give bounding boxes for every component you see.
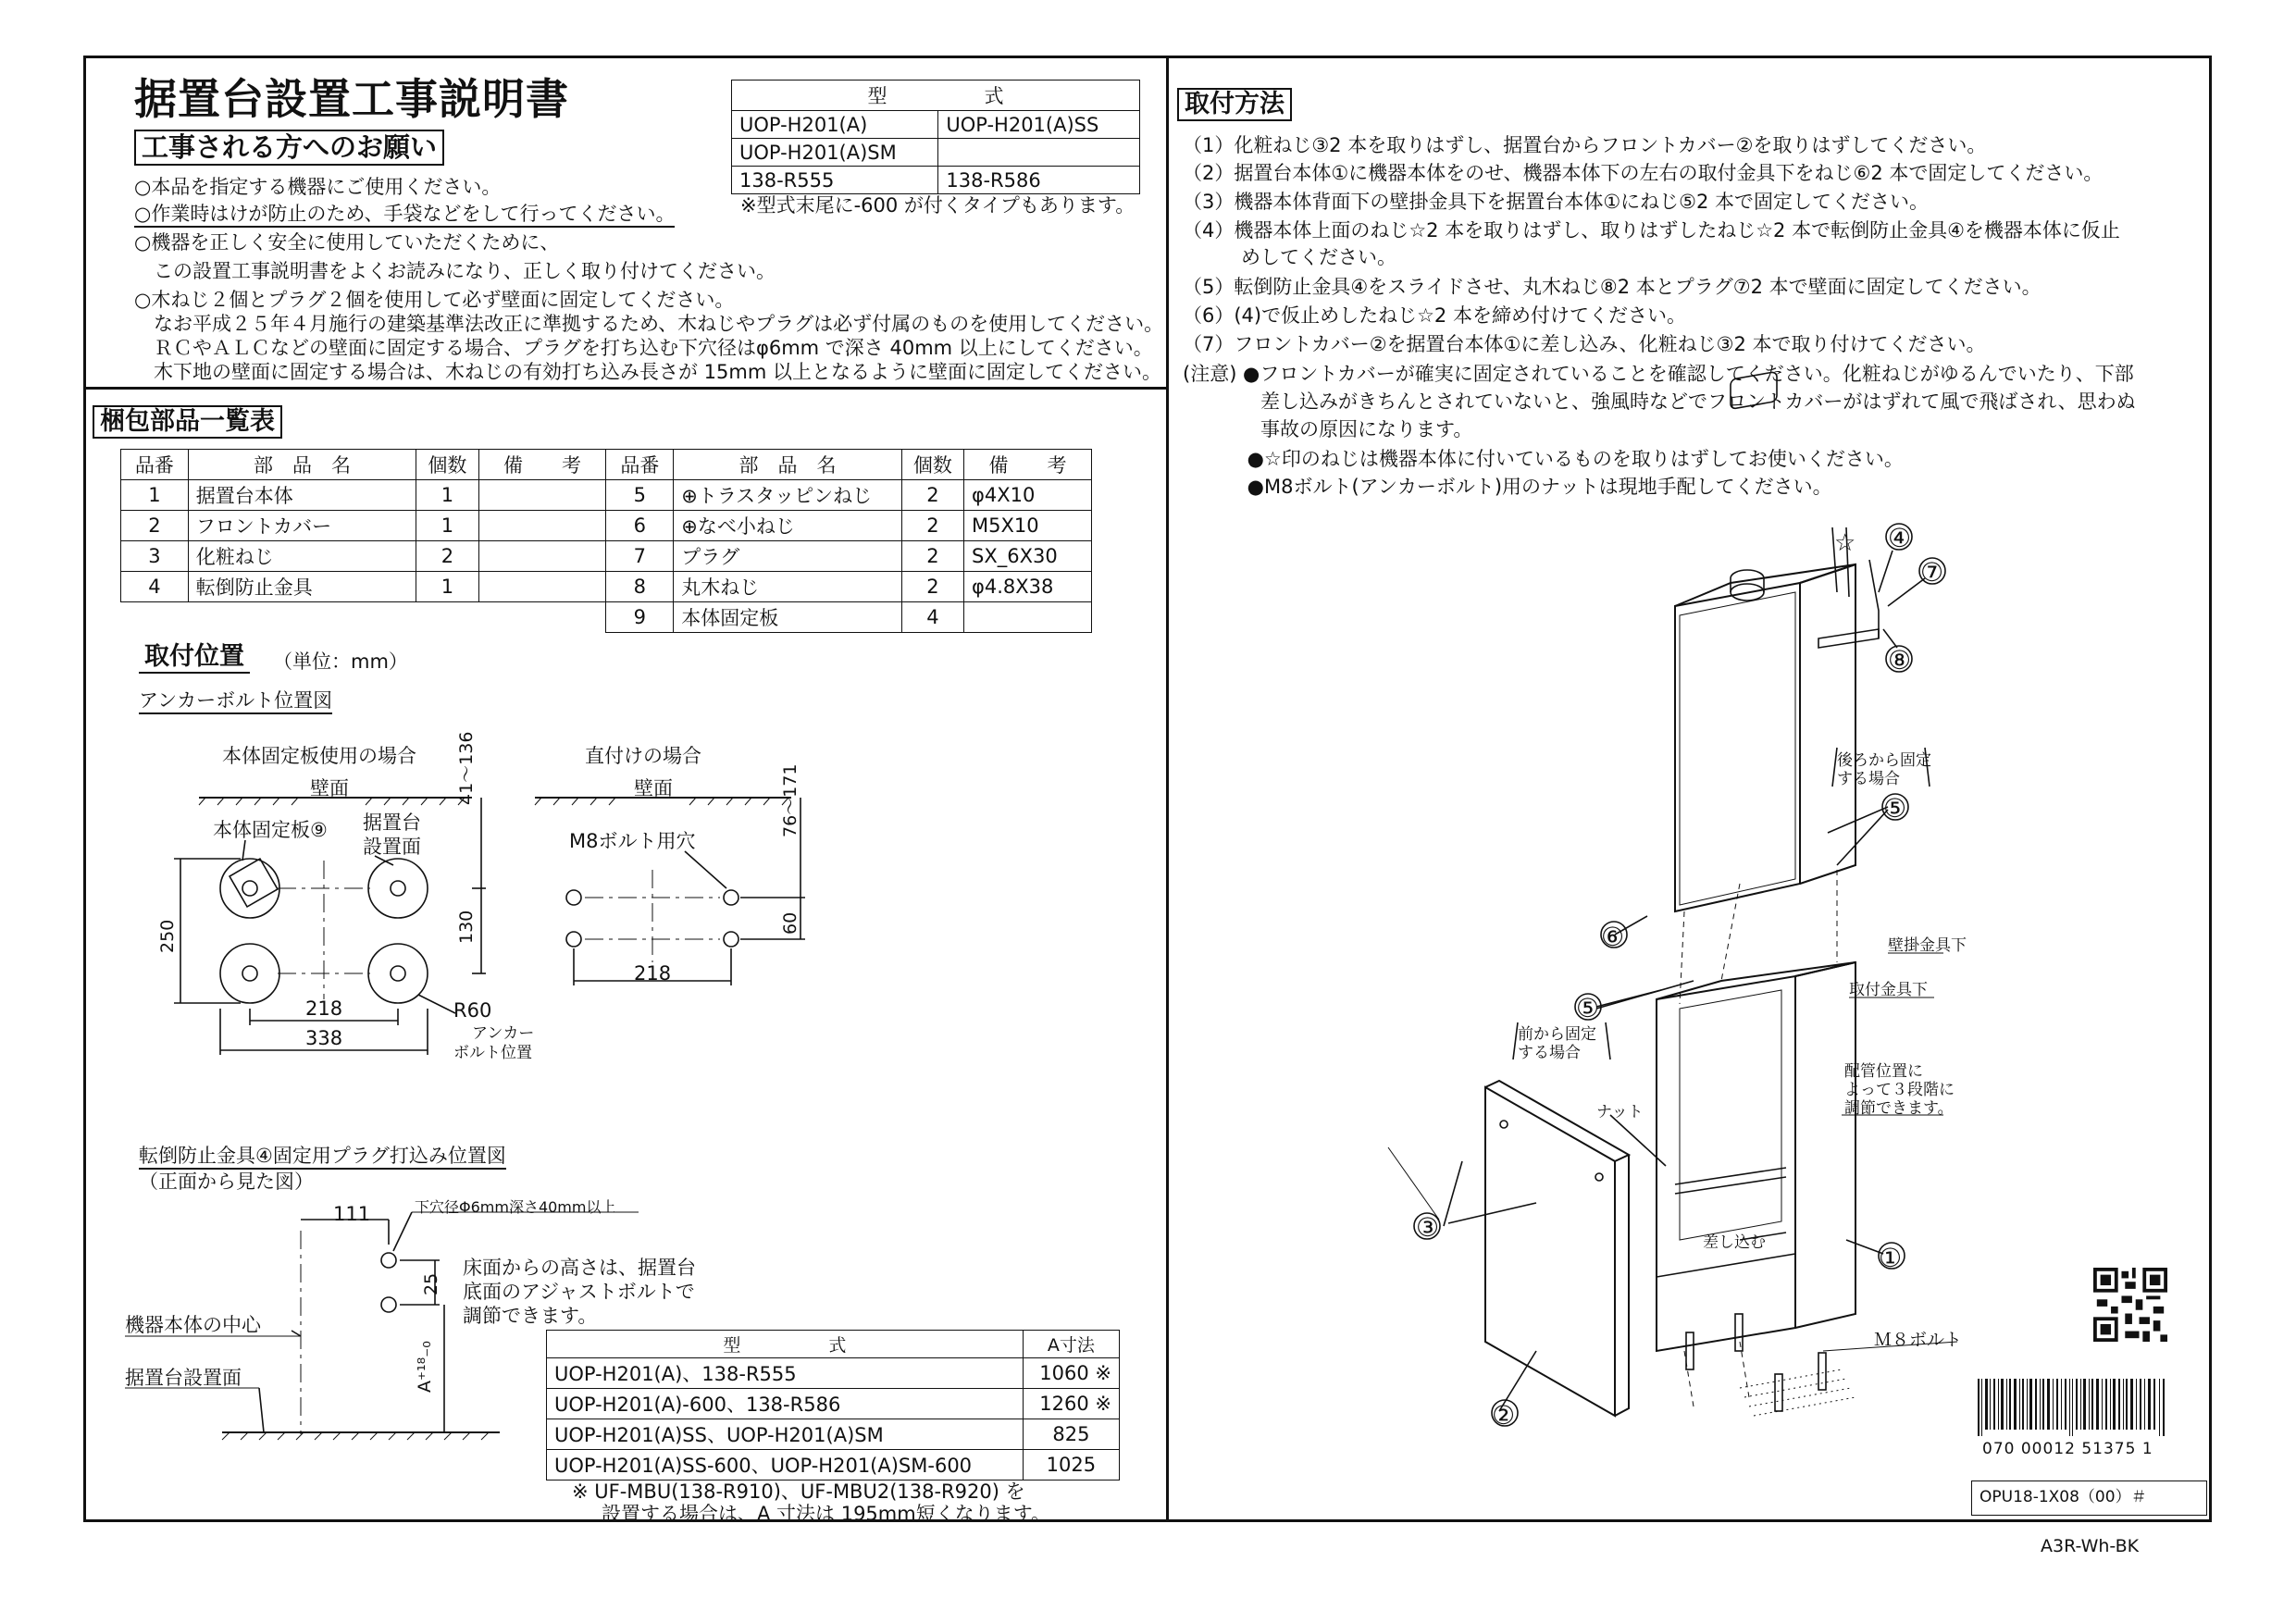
parts-header: 品番 — [121, 450, 189, 480]
install-step: （3）機器本体背面下の壁掛金具下を据置台本体①にねじ⑤2 本で固定してください。 — [1183, 191, 1930, 213]
part-qty: 2 — [901, 480, 963, 511]
part-note: φ4.8X38 — [964, 572, 1092, 602]
install-step: （6）(4)で仮止めしたねじ☆2 本を締め付けてください。 — [1183, 304, 1686, 327]
model-table-header: 型 式 — [732, 81, 1140, 111]
case1-title: 本体固定板使用の場合 — [222, 745, 416, 767]
part-name: ⊕なべ小ねじ — [674, 511, 902, 541]
part-name: 丸木ねじ — [674, 572, 902, 602]
part-name: ⊕トラスタッピンねじ — [674, 480, 902, 511]
install-note: 差し込みがきちんとされていないと、強風時などでフロントカバーがはずれて風で飛ばされ、思わぬ — [1183, 390, 2136, 413]
plate-label: 本体固定板⑨ — [213, 819, 328, 841]
a-table-header: 型 式 — [547, 1331, 1024, 1358]
case2-title: 直付けの場合 — [585, 745, 701, 767]
install-step: （7）フロントカバー②を据置台本体①に差し込み、化粧ねじ③2 本で取り付けてください。 — [1183, 333, 1986, 355]
a-table-value: 1060 ※ — [1023, 1358, 1119, 1389]
part-name: 化粧ねじ — [188, 541, 416, 572]
part-note: SX_6X30 — [964, 541, 1092, 572]
insert-label: 差し込む — [1703, 1233, 1766, 1252]
front-fix-label: 前から固定 — [1518, 1025, 1596, 1044]
base-surface-label: 据置台 — [363, 812, 421, 834]
dim-label: 76～171 — [780, 763, 800, 837]
parts-header: 個数 — [901, 450, 963, 480]
center-label: 機器本体の中心 — [125, 1314, 261, 1336]
star-label: ☆ — [1834, 529, 1856, 557]
part-name: 据置台本体 — [188, 480, 416, 511]
a-table-value: 1260 ※ — [1023, 1389, 1119, 1419]
barcode-number: 070 00012 51375 1 — [1982, 1440, 2153, 1458]
part-callout: ⑤ — [1883, 793, 1907, 824]
nut-label: ナット — [1596, 1103, 1644, 1121]
part-qty: 1 — [416, 480, 478, 511]
parts-heading: 梱包部品一覧表 — [93, 405, 282, 439]
part-no: 9 — [606, 602, 674, 633]
part-name: 転倒防止金具 — [188, 572, 416, 602]
part-no: 6 — [606, 511, 674, 541]
install-step: （4）機器本体上面のねじ☆2 本を取りはずし、取りはずしたねじ☆2 本で転倒防止金具④を機器本体に仮止 — [1183, 219, 2120, 242]
dim-label: 218 — [305, 997, 343, 1020]
m8-bolt-label: Ｍ８ボルト — [1874, 1330, 1963, 1350]
a-table-model: UOP-H201(A)SS-600、UOP-H201(A)SM-600 — [547, 1450, 1024, 1481]
request-line: ○作業時はけが防止のため、手袋などをして行ってください。 — [134, 203, 675, 228]
a-table-note: ※ UF-MBU(138-R910)、UF-MBU2(138-R920) を — [572, 1481, 1025, 1503]
model-cell: 138-R555 — [732, 167, 938, 194]
dim-label: 338 — [305, 1027, 343, 1049]
request-line: この設置工事説明書をよくお読みになり、正しく取り付けてください。 — [134, 260, 776, 282]
anchor-pos-label: アンカー — [472, 1024, 535, 1043]
model-cell: UOP-H201(A)SM — [732, 139, 938, 167]
part-qty: 2 — [416, 541, 478, 572]
request-line: ○機器を正しく安全に使用していただくために、 — [134, 231, 560, 254]
pipe-note: よって３段階に — [1844, 1081, 1955, 1099]
part-callout: ③ — [1416, 1212, 1440, 1243]
a-table-value: 1025 — [1023, 1450, 1119, 1481]
parts-header: 部 品 名 — [188, 450, 416, 480]
part-callout: ⑦ — [1920, 557, 1944, 588]
part-callout: ④ — [1888, 523, 1912, 553]
anchor-pos-label: ボルト位置 — [453, 1044, 532, 1062]
page-title: 据置台設置工事説明書 — [134, 74, 569, 124]
dim-label: 111 — [333, 1203, 371, 1225]
part-qty: 1 — [416, 511, 478, 541]
doc-code: OPU18-1X08（00）＃ — [1971, 1481, 2207, 1516]
a-table-value: 825 — [1023, 1419, 1119, 1450]
model-cell: 138-R586 — [938, 167, 1140, 194]
part-callout: ⑥ — [1601, 922, 1625, 952]
part-no: 8 — [606, 572, 674, 602]
height-note: 床面からの高さは、据置台 — [463, 1257, 696, 1279]
install-step: めしてください。 — [1183, 246, 1396, 268]
dim-label: 41～136 — [456, 731, 477, 805]
request-line: ○本品を指定する機器にご使用ください。 — [134, 176, 502, 198]
a-table-note: 設置する場合は、A 寸法は 195mm短くなります。 — [602, 1503, 1051, 1525]
part-callout: ② — [1492, 1400, 1516, 1431]
base-surface-label: 設置面 — [363, 836, 421, 858]
height-note: 調節できます。 — [463, 1305, 598, 1327]
part-qty: 2 — [901, 511, 963, 541]
install-step: （1）化粧ねじ③2 本を取りはずし、据置台からフロントカバー②を取りはずしてください。 — [1183, 134, 1987, 156]
request-line: なお平成２５年４月施行の建築基準法改正に準拠するため、木ねじやプラグは必ず付属のものを使用してください。 — [134, 313, 1164, 335]
part-callout: ⑤ — [1576, 993, 1600, 1023]
anchor-diagram-case2 — [535, 798, 805, 985]
part-note: φ4X10 — [964, 480, 1092, 511]
back-fix-label: 後ろから固定 — [1837, 751, 1931, 770]
base-label: 据置台設置面 — [125, 1367, 242, 1389]
unit-label: （単位：mm） — [273, 650, 408, 673]
a-table-header: A寸法 — [1023, 1331, 1119, 1358]
parts-header: 備 考 — [964, 450, 1092, 480]
part-name: フロントカバー — [188, 511, 416, 541]
a-dim-label: A⁺¹⁸₋₀ — [415, 1341, 435, 1393]
part-name: 本体固定板 — [674, 602, 902, 633]
back-fix-label: する場合 — [1837, 770, 1900, 788]
part-qty: 1 — [416, 572, 478, 602]
model-cell: UOP-H201(A)SS — [938, 111, 1140, 139]
plug-hole-label: 下穴径Φ6mm深さ40mm以上 — [415, 1198, 616, 1216]
install-step: （2）据置台本体①に機器本体をのせ、機器本体下の左右の取付金具下をねじ⑥2 本で固定してください。 — [1183, 162, 2104, 184]
pipe-note: 調節できます。 — [1844, 1099, 1954, 1118]
color-code: A3R-Wh-BK — [2041, 1536, 2140, 1556]
part-qty: 2 — [901, 541, 963, 572]
a-table-model: UOP-H201(A)-600、138-R586 — [547, 1389, 1024, 1419]
dim-label: 218 — [634, 962, 672, 985]
part-qty: 4 — [901, 602, 963, 633]
wall-bracket-label: 壁掛金具下 — [1888, 936, 1967, 955]
part-no: 7 — [606, 541, 674, 572]
dim-label: 130 — [456, 910, 477, 944]
pipe-note: 配管位置に — [1844, 1062, 1923, 1081]
part-qty: 2 — [901, 572, 963, 602]
install-illustration — [1388, 371, 1957, 1426]
a-table-model: UOP-H201(A)、138-R555 — [547, 1358, 1024, 1389]
plug-title: 転倒防止金具④固定用プラグ打込み位置図 — [139, 1145, 506, 1170]
part-note: M5X10 — [964, 511, 1092, 541]
model-cell: UOP-H201(A) — [732, 111, 938, 139]
r60-label: R60 — [453, 999, 492, 1022]
parts-header: 個数 — [416, 450, 478, 480]
mount-bracket-label: 取付金具下 — [1849, 981, 1928, 999]
wall-label-2: 壁面 — [634, 777, 673, 799]
part-callout: ⑧ — [1888, 645, 1912, 675]
dim-label: 60 — [780, 911, 800, 935]
part-no: 3 — [121, 541, 189, 572]
install-step: （5）転倒防止金具④をスライドさせ、丸木ねじ⑧2 本とプラグ⑦2 本で壁面に固定してください。 — [1183, 276, 2042, 298]
anchor-title: アンカーボルト位置図 — [139, 689, 332, 714]
part-no: 2 — [121, 511, 189, 541]
part-no: 5 — [606, 480, 674, 511]
height-note: 底面のアジャストボルトで — [463, 1281, 695, 1303]
part-name: プラグ — [674, 541, 902, 572]
hole-label: M8ボルト用穴 — [569, 830, 696, 852]
request-line: ＲＣやＡＬＣなどの壁面に固定する場合、プラグを打ち込む下穴径はφ6mm で深さ 40mm 以上にしてください。 — [134, 337, 1153, 359]
request-line: 木下地の壁面に固定する場合は、木ねじの有効打ち込み長さが 15mm 以上となるように壁面に固定してください。 — [134, 361, 1161, 383]
request-line: ○木ねじ２個とプラグ２個を使用して必ず壁面に固定してください。 — [134, 289, 735, 311]
front-fix-label: する場合 — [1518, 1044, 1581, 1062]
request-heading: 工事される方へのお願い — [134, 130, 444, 166]
parts-header: 品番 — [606, 450, 674, 480]
dim-label: 250 — [157, 919, 178, 953]
wall-label-1: 壁面 — [310, 777, 349, 799]
anchor-diagram-case1 — [174, 798, 486, 1055]
parts-header: 部 品 名 — [674, 450, 902, 480]
part-no: 1 — [121, 480, 189, 511]
part-no: 4 — [121, 572, 189, 602]
install-heading: 取付方法 — [1177, 88, 1292, 121]
barcode — [1976, 1379, 2170, 1436]
plug-diagram — [125, 1212, 639, 1440]
install-note: ●M8ボルト(アンカーボルト)用のナットは現地手配してください。 — [1183, 476, 1832, 498]
model-note: ※型式末尾に-600 が付くタイプもあります。 — [740, 194, 1136, 217]
install-note: (注意) ●フロントカバーが確実に固定されていることを確認してください。化粧ねじがゆるんでいたり、下部 — [1183, 363, 2134, 385]
position-heading: 取付位置 — [139, 642, 250, 674]
part-callout: ① — [1879, 1243, 1903, 1273]
qr-code — [2093, 1268, 2167, 1342]
a-table-model: UOP-H201(A)SS、UOP-H201(A)SM — [547, 1419, 1024, 1450]
install-note: ●☆印のねじは機器本体に付いているものを取りはずしてお使いください。 — [1183, 448, 1904, 470]
parts-header: 備 考 — [478, 450, 606, 480]
plug-subtitle: （正面から見た図） — [139, 1171, 314, 1193]
install-note: 事故の原因になります。 — [1183, 418, 1473, 440]
dim-label: 25 — [421, 1272, 441, 1295]
